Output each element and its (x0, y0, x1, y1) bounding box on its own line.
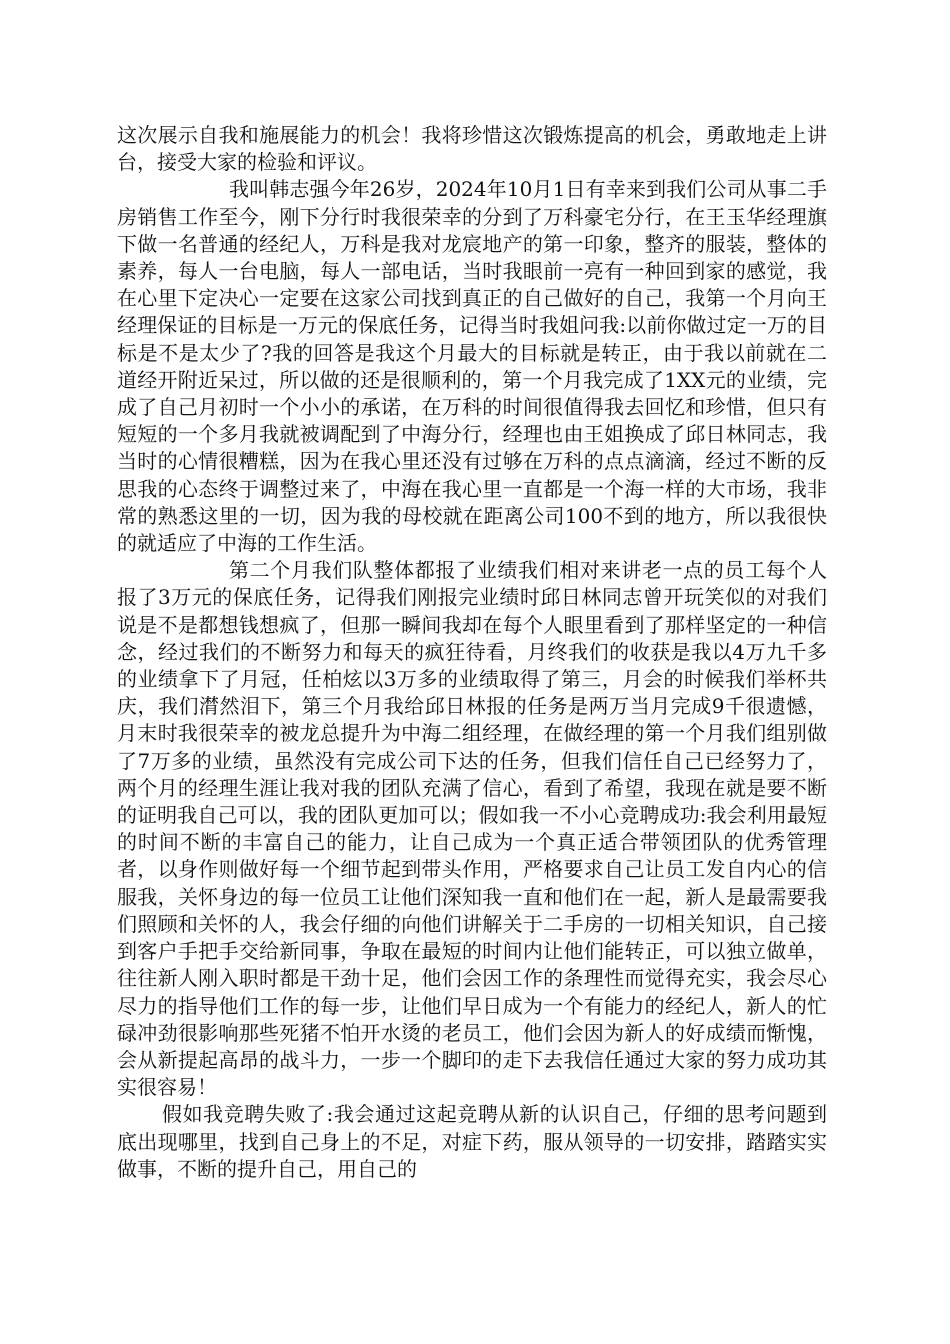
paragraph-if-failed: 假如我竞聘失败了:我会通过这起竞聘从新的认识自己，仔细的思考问题到底出现哪里，找到自己身上的不足，对症下药，服从领导的一切安排，踏踏实实做事，不断的提升自己，用自己的 (117, 1102, 827, 1181)
paragraph-opening: 这次展示自我和施展能力的机会！我将珍惜这次锻炼提高的机会，勇敢地走上讲台，接受大家的检验和评议。 (117, 123, 827, 175)
document-body (117, 122, 827, 1183)
paragraph-self-introduction: 我叫韩志强今年26岁，2024年10月1日有幸来到我们公司从事二手房销售工作至今，刚下分行时我很荣幸的分到了万科豪宅分行，在王玉华经理旗下做一名普通的经纪人，万科是我对龙宸地产的第一印象，整齐的服装，整体的素养，每人一台电脑，每人一部电话，当时我眼前一亮有一种回到家的感觉，我在心里下定决心一定要在这家公司找到真正的自己做好的自己，我第一个月向王经理保证的目标是一万元的保底任务，记得当时我姐问我:以前你做过定一万的目标是不是太少了?我的回答是我这个月最大的目标就是转正，由于我以前就在二道经开附近呆过，所以做的还是很顺利的，第一个月我完成了1XX元的业绩，完成了自己月初时一个小小的承诺，在万科的时间很值得我去回忆和珍惜，但只有短短的一个多月我就被调配到了中海分行，经理也由王姐换成了邱日林同志，我当时的心情很糟糕，因为在我心里还没有过够在万科的点点滴滴，经过不断的反思我的心态终于调整过来了，中海在我心里一直都是一个海一样的大市场，我非常的熟悉这里的一切，因为我的母校就在距离公司100不到的地方，所以我很快的就适应了中海的工作生活。 (117, 177, 827, 556)
paragraph-team-performance: 第二个月我们队整体都报了业绩我们相对来讲老一点的员工每个人报了3万元的保底任务，记得我们刚报完业绩时邱日林同志曾开玩笑似的对我们说是不是都想钱想疯了，但那一瞬间我却在每个人眼里看到了那样坚定的一种信念，经过我们的不断努力和每天的疯狂待看，月终我们的收获是我以4万九千多的业绩拿下了月冠，任柏炫以3万多的业绩取得了第三，月会的时候我们举杯共庆，我们潸然泪下，第三个月我给邱日林报的任务是两万当月完成9千很遗憾，月末时我很荣幸的被龙总提升为中海二组经理，在做经理的第一个月我们组别做了7万多的业绩，虽然没有完成公司下达的任务，但我们信任自己已经努力了，两个月的经理生涯让我对我的团队充满了信心，看到了希望，我现在就是要不断的证明我自己可以，我的团队更加可以；假如我一不小心竞聘成功:我会利用最短的时间不断的丰富自己的能力，让自己成为一个真正适合带领团队的优秀管理者，以身作则做好每一个细节起到带头作用，严格要求自己让员工发自内心的信服我，关怀身边的每一位员工让他们深知我一直和他们在一起，新人是最需要我们照顾和关怀的人，我会仔细的向他们讲解关于二手房的一切相关知识，自己接到客户手把手交给新同事，争取在最短的时间内让他们能转正，可以独立做单，往往新人刚入职时都是干劲十足，他们会因工作的条理性而觉得充实，我会尽心尽力的指导他们工作的每一步，让他们早日成为一个有能力的经纪人，新人的忙碌冲劲很影响那些死猪不怕开水烫的老员工，他们会因为新人的好成绩而惭愧，会从新提起高昂的战斗力，一步一个脚印的走下去我信任通过大家的努力成功其实很容易！ (117, 558, 827, 1100)
